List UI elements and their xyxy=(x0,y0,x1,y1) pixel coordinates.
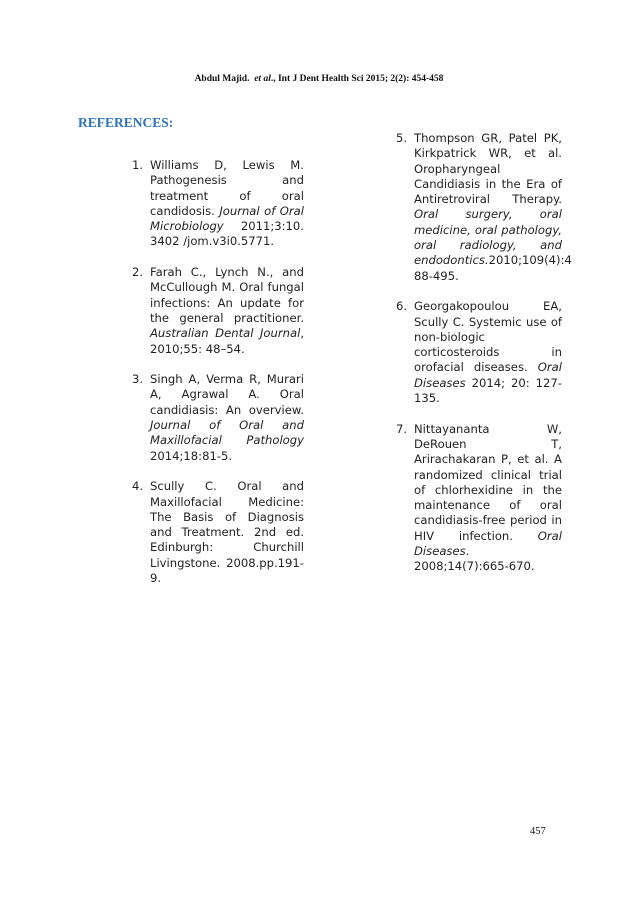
reference-number: 5. xyxy=(396,131,408,145)
header-author: Abdul Majid. xyxy=(194,74,250,84)
reference-text xyxy=(414,299,562,405)
reference-segment: Thompson GR, Patel PK, Kirkpatrick WR, et al. Oropharyngeal Candidiasis in the Era of Antiretroviral Therapy. xyxy=(414,131,562,207)
reference-segment: Williams D, Lewis M. Pathogenesis and treatment of oral candidosis. xyxy=(150,158,304,218)
reference-item xyxy=(396,422,562,575)
reference-item xyxy=(132,479,304,586)
reference-number: 3. xyxy=(132,372,144,387)
reference-segment: 2014; 20: 127-135. xyxy=(414,375,562,406)
reference-number: 2. xyxy=(132,265,144,280)
reference-text xyxy=(150,479,304,585)
reference-text xyxy=(150,158,304,248)
header-etal: et al xyxy=(254,74,271,84)
references-right-column xyxy=(396,131,572,590)
reference-segment: . 2008;14(7):665-670. xyxy=(414,544,535,574)
reference-item xyxy=(396,131,572,284)
reference-segment: Farah C., Lynch N., and McCullough M. Oral fungal infections: An update for the general practitioner. xyxy=(150,265,304,325)
header-citation: ., Int J Dent Health Sci 2015; 2(2): 454-458 xyxy=(270,74,444,84)
reference-text xyxy=(150,265,304,355)
reference-source: Oral Diseases xyxy=(414,528,562,559)
reference-text xyxy=(414,131,572,283)
reference-number: 1. xyxy=(132,158,144,172)
reference-segment: Nittayananta W, DeRouen T, Arirachakaran P, et al. A randomized clinical trial of chlorhexidine in the maintenance of oral candidiasis-free period in HIV infection. xyxy=(414,421,562,543)
reference-item xyxy=(396,299,562,406)
reference-item xyxy=(132,265,304,357)
reference-source: Oral surgery, oral medicine, oral pathology, oral radiology, and endodontics. xyxy=(414,207,562,268)
reference-source: Australian Dental Journal xyxy=(150,326,301,341)
reference-segment: , 2010;55: 48–54. xyxy=(150,326,304,356)
references-left-column xyxy=(132,158,304,602)
reference-number: 6. xyxy=(396,299,408,314)
reference-text xyxy=(414,422,562,574)
reference-source: Journal of Oral and Maxillofacial Pathology xyxy=(150,418,304,448)
references-heading: REFERENCES: xyxy=(78,115,174,130)
running-header xyxy=(0,74,638,84)
reference-segment: Scully C. Oral and Maxillofacial Medicine: The Basis of Diagnosis and Treatment. 2nd ed. Edinburgh: Churchill Livingstone. 2008.pp.191-9. xyxy=(150,479,304,586)
reference-segment: 2010;109(4):4 88-495. xyxy=(414,253,572,283)
reference-source: Oral Diseases xyxy=(414,360,562,390)
reference-text xyxy=(150,372,304,462)
reference-source: Journal of Oral Microbiology xyxy=(150,203,304,234)
page-number: 457 xyxy=(530,826,546,837)
reference-segment: Georgakopoulou EA, Scully C. Systemic use of non-biologic corticosteroids in orofacial diseases. xyxy=(414,299,562,375)
reference-number: 7. xyxy=(396,421,408,436)
reference-segment: 2011;3:10. 3402 /jom.v3i0.5771. xyxy=(150,219,304,249)
reference-segment: 2014;18:81-5. xyxy=(150,448,233,463)
reference-item xyxy=(132,372,304,464)
reference-segment: Singh A, Verma R, Murari A, Agrawal A. Oral candidiasis: An overview. xyxy=(150,372,304,417)
reference-number: 4. xyxy=(132,479,144,494)
reference-item xyxy=(132,158,304,250)
